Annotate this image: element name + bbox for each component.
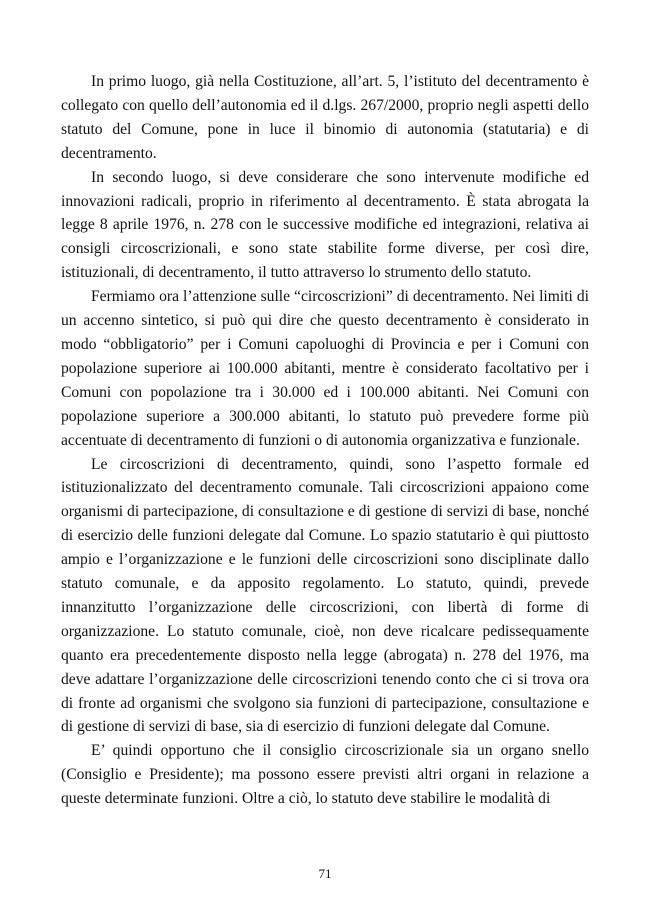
paragraph-5: E’ quindi opportuno che il consiglio circoscrizionale sia un organo snello (Consiglio e Presidente); ma possono essere previsti altri organi in relazione a queste determinate funzioni. Oltre a ciò, lo statuto deve stabilire le modalità di — [61, 742, 589, 808]
paragraph-3: Fermiamo ora l’attenzione sulle “circoscrizioni” di decentramento. Nei limiti di un accenno sintetico, si può qui dire che questo decentramento è considerato in modo “obbligatorio” per i Comuni capoluoghi di Provincia e per i Comuni con popolazione superiore ai 100.000 abitanti, mentre è considerato facoltativo per i Comuni con popolazione tra i 30.000 ed i 100.000 abitanti. Nei Comuni con popolazione superiore a 300.000 abitanti, lo statuto può prevedere forme più accentuate di decentramento di funzioni o di autonomia organizzativa e funzionale. — [61, 288, 589, 449]
paragraph-1: In primo luogo, già nella Costituzione, all’art. 5, l’istituto del decentramento è collegato con quello dell’autonomia ed il d.lgs. 267/2000, proprio negli aspetti dello statuto del Comune, pone in luce il binomio di autonomia (statutaria) e di decentramento. — [61, 73, 589, 162]
paragraph-4: Le circoscrizioni di decentramento, quindi, sono l’aspetto formale ed istituzionalizzato del decentramento comunale. Tali circoscrizioni appaiono come organismi di partecipazione, di consultazione e di gestione di servizi di base, nonché di esercizio delle funzioni delegate dal Comune. Lo spazio statutario è qui piuttosto ampio e l’organizzazione e le funzioni delle circoscrizioni sono disciplinate dallo statuto comunale, e da apposito regolamento. Lo statuto, quindi, prevede innanzitutto l’organizzazione delle circoscrizioni, con libertà di forme di organizzazione. Lo statuto comunale, cioè, non deve ricalcare pedissequamente quanto era precedentemente disposto nella legge (abrogata) n. 278 del 1976, ma deve adattare l’organizzazione delle circoscrizioni tenendo conto che ci si trova ora di fronte ad organismi che svolgono sia funzioni di partecipazione, consultazione e di gestione di servizi di base, sia di esercizio di funzioni delegate dal Comune. — [61, 455, 589, 736]
body-text — [61, 70, 589, 811]
paragraph-2: In secondo luogo, si deve considerare che sono intervenute modifiche ed innovazioni radicali, proprio in riferimento al decentramento. È stata abrogata la legge 8 aprile 1976, n. 278 con le successive modifiche ed integrazioni, relativa ai consigli circoscrizionali, e sono state stabilite forme diverse, per così dire, istituzionali, di decentramento, il tutto attraverso lo strumento dello statuto. — [61, 168, 589, 282]
page-number: 71 — [318, 866, 332, 881]
